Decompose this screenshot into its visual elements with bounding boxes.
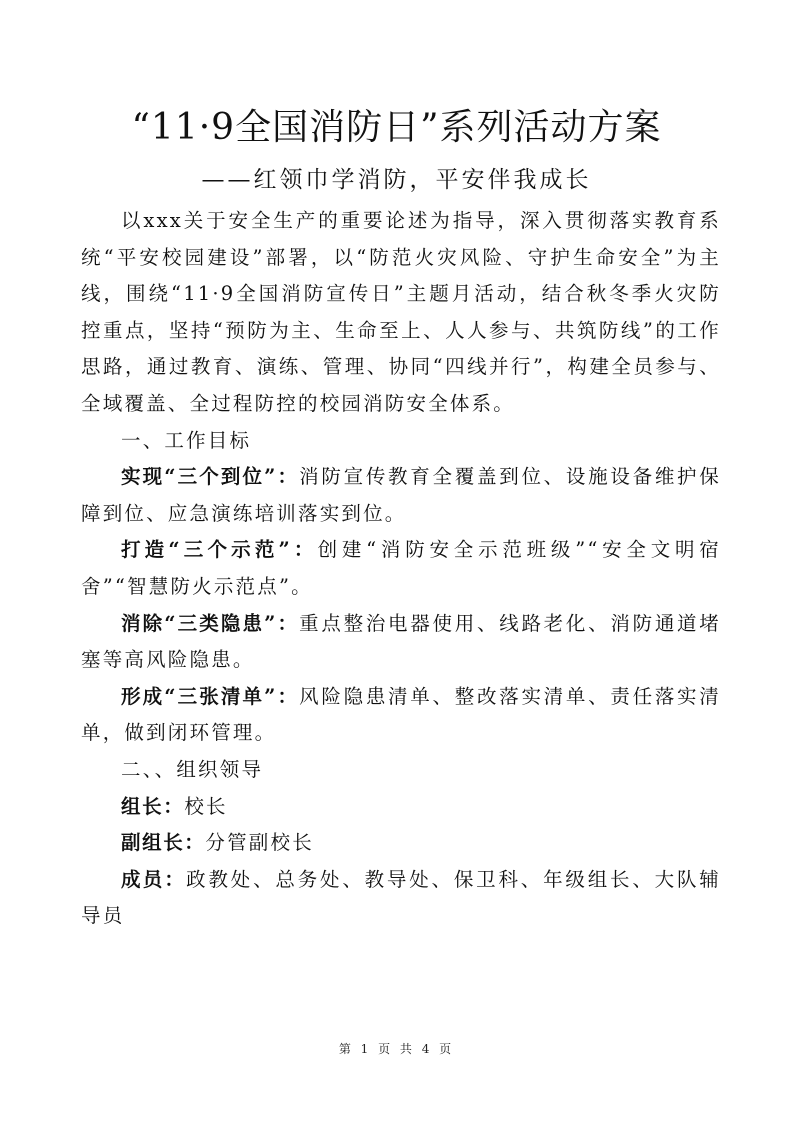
goal-label: 形成“三张清单”：: [121, 684, 300, 708]
org-item: [81, 789, 721, 826]
goal-text: 创建“消防安全示范班级”“安全文明宿舍”“智慧防火示范点”。: [81, 538, 721, 598]
goal-label: 打造“三个示范”：: [121, 538, 318, 562]
org-item: [81, 825, 721, 862]
org-text: 校长: [184, 794, 228, 818]
goal-text: 重点整治电器使用、线路老化、消防通道堵塞等高风险隐患。: [81, 611, 721, 672]
goal-item: [81, 606, 721, 679]
org-text: 政教处、总务处、教导处、保卫科、年级组长、大队辅导员: [81, 867, 721, 928]
page-number: 第 1 页 共 4 页: [338, 1042, 455, 1056]
intro-paragraph: 以xxx关于安全生产的重要论述为指导，深入贯彻落实教育系统“平安校园建设”部署，以“防范火灾风险、守护生命安全”为主线，围绕“11·9全国消防宣传日”主题月活动，结合秋冬季火灾防控重点，坚持“预防为主、生命至上、人人参与、共筑防线”的工作思路，通过教育、演练、管理、协同“四线并行”，构建全员参与、全域覆盖、全过程防控的校园消防安全体系。: [81, 209, 721, 415]
section-heading-goals: 一、工作目标: [121, 428, 252, 452]
goal-item: [81, 532, 721, 605]
org-label: 副组长：: [121, 831, 206, 855]
document-title: “11·9全国消防日”系列活动方案: [131, 107, 662, 148]
document-subtitle: ——红领巾学消防，平安伴我成长: [201, 167, 592, 193]
document-body: [81, 203, 721, 935]
org-text: 分管副校长: [205, 831, 314, 855]
goal-text: 风险隐患清单、整改落实清单、责任落实清单，做到闭环管理。: [81, 684, 721, 745]
goal-label: 消除“三类隐患”：: [121, 611, 300, 635]
org-label: 组长：: [121, 794, 185, 818]
section-heading-organization: 二、、组织领导: [121, 757, 264, 781]
org-label: 成员：: [121, 867, 187, 891]
goal-item: [81, 679, 721, 752]
goal-text: 消防宣传教育全覆盖到位、设施设备维护保障到位、应急演练培训落实到位。: [81, 465, 721, 525]
goal-item: [81, 459, 721, 532]
goal-label: 实现“三个到位”：: [121, 465, 300, 489]
org-item: [81, 862, 721, 935]
